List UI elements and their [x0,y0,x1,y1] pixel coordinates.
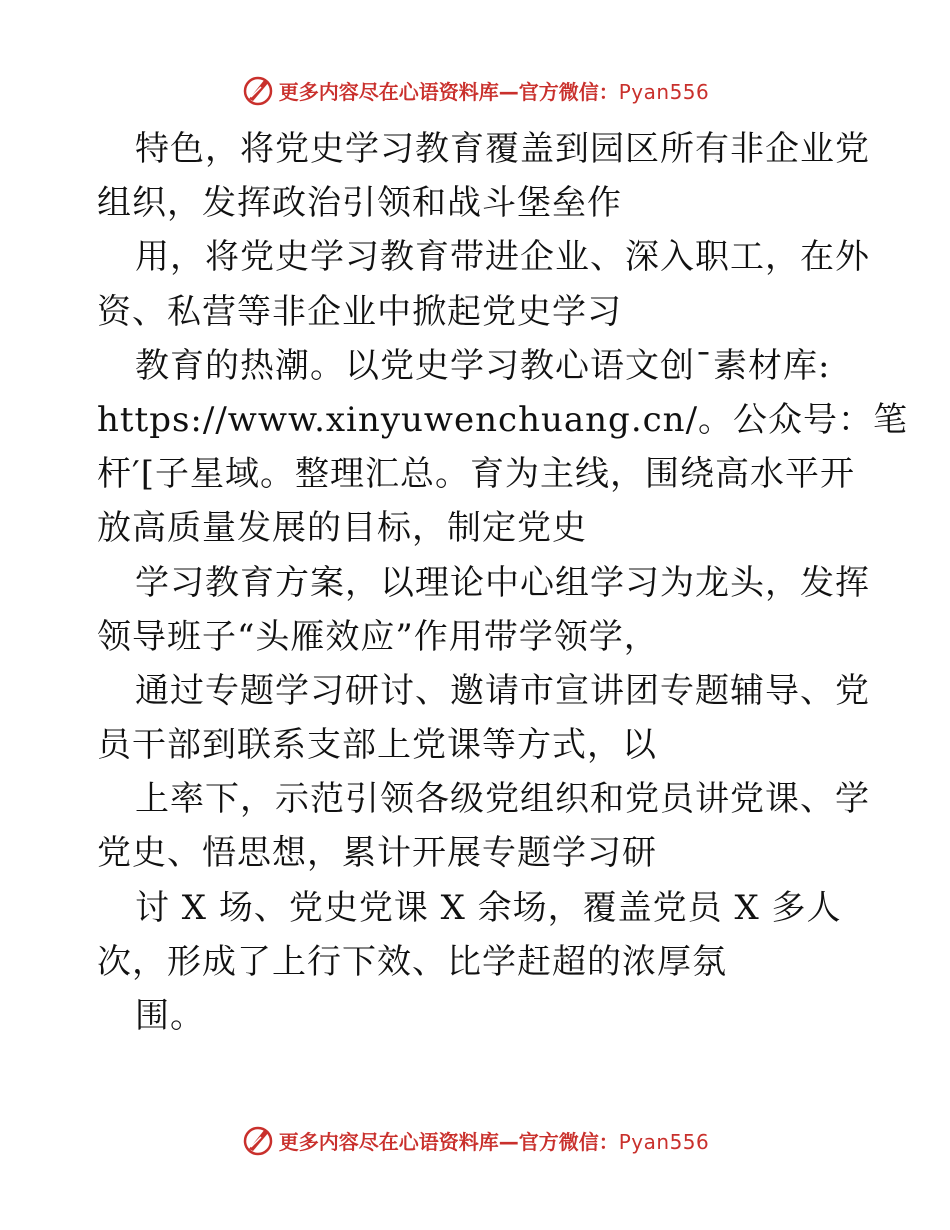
body-line: 放高质量发展的目标，制定党史 [97,508,587,549]
body-line: 党史、悟思想，累计开展专题学习研 [97,833,657,874]
body-line: 通过专题学习研讨、邀请市宣讲团专题辅导、党 [135,670,870,711]
quill-logo-icon [241,1123,275,1157]
body-line: 次，形成了上行下效、比学赶超的浓厚氛 [97,941,727,982]
footer-banner-text [279,1126,710,1155]
document-body [97,122,909,1043]
header-banner-text [279,76,710,105]
body-line: 围。 [135,996,205,1036]
header-banner-dash: — [498,79,519,104]
body-line: 学习教育方案，以理论中心组学习为龙头，发挥 [135,562,870,603]
header-banner [0,70,950,110]
body-line: 上率下，示范引领各级党组织和党员讲党课、学 [135,779,870,820]
body-line: 组织，发挥政治引领和战斗堡垒作 [97,183,622,224]
footer-banner-contact-id: Pyan556 [618,1129,710,1154]
body-line: 资、私营等非企业中掀起党史学习 [97,291,622,332]
footer-banner [0,1120,950,1160]
footer-banner-title: 更多内容尽在心语资料库 [278,1129,499,1154]
body-line: 杆′[子星域。整理汇总。育为主线，围绕高水平开 [97,454,855,495]
header-banner-contact-id: Pyan556 [618,79,710,104]
header-banner-contact-label: 官方微信： [518,79,619,104]
footer-banner-contact-label: 官方微信： [518,1129,619,1154]
header-banner-title: 更多内容尽在心语资料库 [278,79,499,104]
body-line: 讨 X 场、党史党课 X 余场，覆盖党员 X 多人 [135,887,842,928]
body-line: 用，将党史学习教育带进企业、深入职工，在外 [135,237,870,278]
body-line: 领导班子“头雁效应”作用带学领学， [97,616,659,657]
body-line: https://www.xinyuwenchuang.cn/。公众号：笔 [97,399,909,440]
quill-logo-icon [241,73,275,107]
body-line: 员干部到联系支部上党课等方式，以 [97,725,657,766]
footer-banner-dash: — [498,1129,519,1154]
body-line: 教育的热潮。以党史学习教心语文创¯素材库: [135,345,831,386]
body-line: 特色，将党史学习教育覆盖到园区所有非企业党 [135,129,870,169]
